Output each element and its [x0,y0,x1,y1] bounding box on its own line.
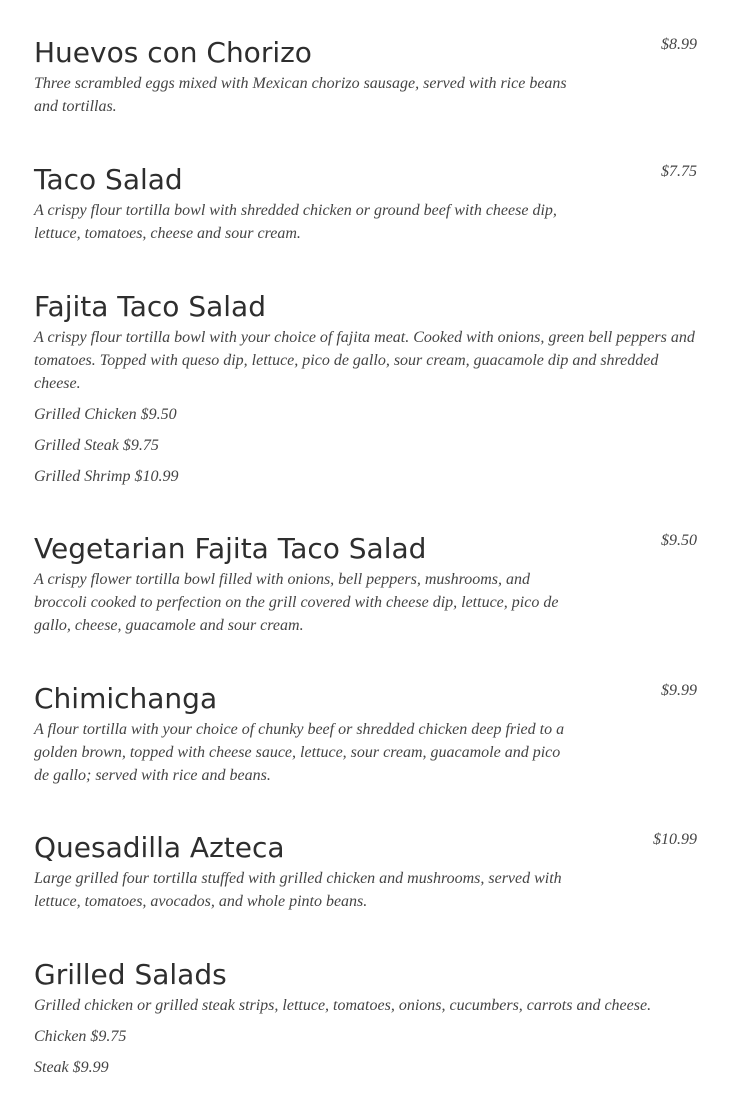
menu-item-taco-salad [34,163,698,245]
item-description: Grilled chicken or grilled steak strips, lettuce, tomatoes, onions, cucumbers, carrots and cheese. [34,997,652,1014]
item-price: $10.99 [653,831,697,848]
item-description: A flour tortilla with your choice of chunky beef or shredded chicken deep fried to a golden brown, topped with cheese sauce, lettuce, sour cream, guacamole and pico de gallo; served with rice and beans. [34,721,565,784]
option-grilled-steak: Grilled Steak $9.75 [34,437,159,454]
menu-item-quesadilla-azteca [34,831,698,913]
item-title: Grilled Salads [34,958,227,991]
item-title: Taco Salad [34,163,183,196]
item-price: $8.99 [661,36,697,53]
menu-item-huevos-con-chorizo [34,36,698,118]
option-grilled-chicken: Grilled Chicken $9.50 [34,406,177,423]
option-steak: Steak $9.99 [34,1059,109,1076]
item-price: $9.50 [661,532,697,549]
item-price: $7.75 [661,163,697,180]
item-title: Huevos con Chorizo [34,36,312,69]
item-description: Three scrambled eggs mixed with Mexican chorizo sausage, served with rice beans and tortillas. [34,75,567,115]
menu-item-grilled-salads [34,958,698,1079]
item-title: Fajita Taco Salad [34,290,266,323]
item-price: $9.99 [661,682,697,699]
item-description: Large grilled four tortilla stuffed with grilled chicken and mushrooms, served with lettuce, tomatoes, avocados, and whole pinto beans. [34,870,562,910]
item-description: A crispy flour tortilla bowl with shredded chicken or ground beef with cheese dip, lettuce, tomatoes, cheese and sour cream. [34,202,557,242]
menu-item-chimichanga [34,682,698,787]
option-grilled-shrimp: Grilled Shrimp $10.99 [34,468,179,485]
option-chicken: Chicken $9.75 [34,1028,127,1045]
item-title: Vegetarian Fajita Taco Salad [34,532,427,565]
item-title: Chimichanga [34,682,218,715]
item-title: Quesadilla Azteca [34,831,285,864]
item-description: A crispy flour tortilla bowl with your choice of fajita meat. Cooked with onions, green bell peppers and tomatoes. Topped with queso dip, lettuce, pico de gallo, sour cream, guacamole dip and shredded cheese. [34,329,695,392]
menu-item-fajita-taco-salad [34,290,698,488]
menu-item-vegetarian-fajita-taco-salad [34,532,698,637]
item-description: A crispy flower tortilla bowl filled with onions, bell peppers, mushrooms, and broccoli cooked to perfection on the grill covered with cheese dip, lettuce, pico de gallo, cheese, guacamole and sour cream. [34,571,559,634]
